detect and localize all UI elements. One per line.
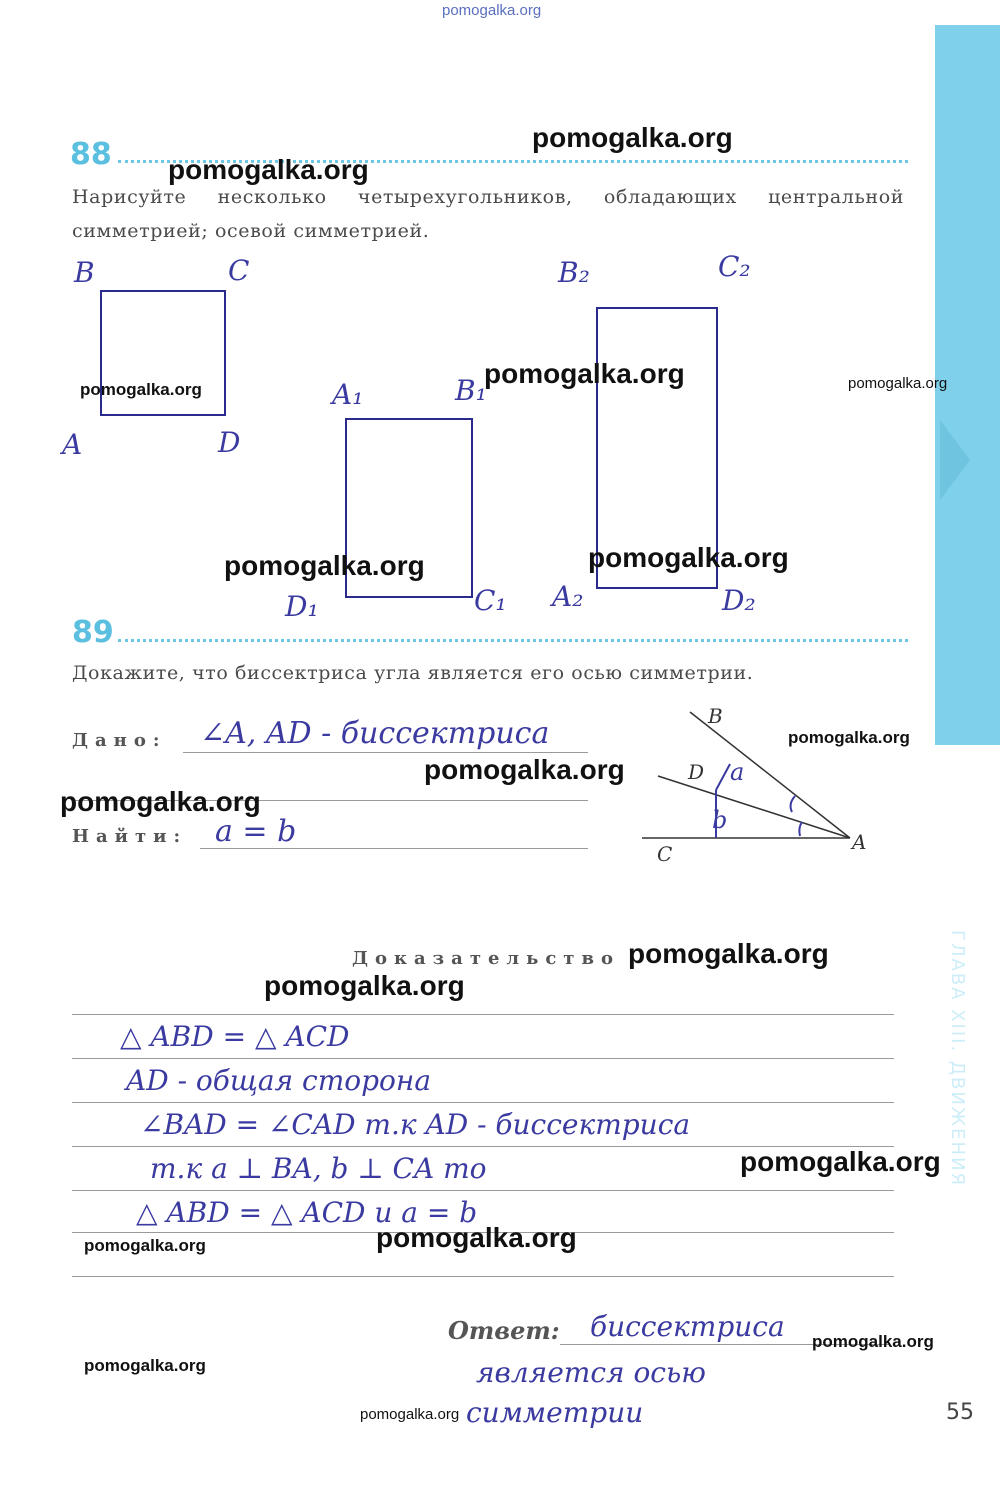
proof-rule-3 [72,1102,894,1103]
task-88-text-line2: симметрией; осевой симметрией. [72,220,430,242]
watermark: pomogalka.org [788,728,910,747]
fig3-label-c2: C₂ [718,250,751,283]
watermark: pomogalka.org [224,550,425,581]
watermark: pomogalka.org [376,1222,577,1253]
watermark: pomogalka.org [264,970,465,1001]
segment-a-label: a [730,758,745,786]
task-89-divider [118,639,908,642]
given-value: ∠A, AD - биссектриса [200,716,550,751]
task-88-text-line1: Нарисуйте несколько четырехугольников, обладающих центральной [72,186,904,208]
given-line-1 [183,752,588,753]
perp-a [716,764,730,790]
watermark: pomogalka.org [168,154,369,185]
fig2-label-b1: B₁ [455,374,487,407]
proof-line-5: △ ABD = △ ACD и a = b [136,1196,478,1229]
watermark: pomogalka.org [424,754,625,785]
angle-arc-2 [799,822,802,836]
watermark: pomogalka.org [360,1406,460,1423]
task-89-number: 89 [72,615,114,650]
proof-line-2: AD - общая сторона [126,1064,432,1097]
bisector-ad [658,776,850,838]
header-watermark: pomogalka.org [442,2,542,19]
point-d-label: D [688,760,705,784]
task-89-text: Докажите, что биссектриса угла является его осью симметрии. [72,662,754,684]
fig1-label-a: A [62,428,83,461]
find-label: Найти: [72,826,188,847]
fig3-label-b2: B₂ [558,256,590,289]
proof-rule-7 [72,1276,894,1277]
answer-label: Ответ: [448,1316,560,1345]
proof-line-1: △ ABD = △ ACD [120,1020,350,1053]
fig2-label-c1: C₁ [474,584,507,617]
fig2-label-d1: D₁ [285,590,319,623]
watermark: pomogalka.org [484,358,685,389]
page-number: 55 [946,1400,974,1425]
proof-rule-1 [72,1014,894,1015]
watermark: pomogalka.org [628,938,829,969]
watermark: pomogalka.org [812,1332,934,1351]
angle-arc-1 [791,796,795,812]
find-line [200,848,588,849]
proof-line-3: ∠BAD = ∠CAD т.к AD - биссектриса [140,1108,691,1141]
task-88-number: 88 [70,137,112,172]
find-value: a = b [215,814,297,849]
point-c-label: C [657,842,673,866]
proof-rule-5 [72,1190,894,1191]
sidebar-arrow [940,420,970,500]
point-a-label: A [852,830,867,854]
chapter-label: ГЛАВА XIII. ДВИЖЕНИЯ [947,930,968,1188]
fig1-label-b: B [74,256,95,289]
fig1-label-c: C [228,254,250,287]
task-88-text [72,180,912,248]
proof-rule-2 [72,1058,894,1059]
given-label: Дано: [72,730,167,751]
watermark: pomogalka.org [60,786,261,817]
fig1-label-d: D [218,426,241,459]
watermark: pomogalka.org [740,1146,941,1177]
point-b-label: B [708,704,723,728]
watermark: pomogalka.org [532,122,733,153]
answer-line-2: является осью [476,1356,706,1389]
watermark: pomogalka.org [588,542,789,573]
watermark: pomogalka.org [80,380,202,399]
fig3-label-a2: A₂ [552,580,584,613]
fig2-label-a1: A₁ [332,378,364,411]
watermark: pomogalka.org [84,1236,206,1255]
answer-line-3: симметрии [466,1396,644,1429]
watermark: pomogalka.org [848,375,948,392]
proof-title: Доказательство [352,948,620,969]
fig3-label-d2: D₂ [722,584,756,617]
proof-line-4: т.к a ⊥ BA, b ⊥ CA то [150,1152,487,1185]
watermark: pomogalka.org [84,1356,206,1375]
answer-line-1: биссектриса [590,1310,785,1343]
segment-b-label: b [712,806,728,834]
